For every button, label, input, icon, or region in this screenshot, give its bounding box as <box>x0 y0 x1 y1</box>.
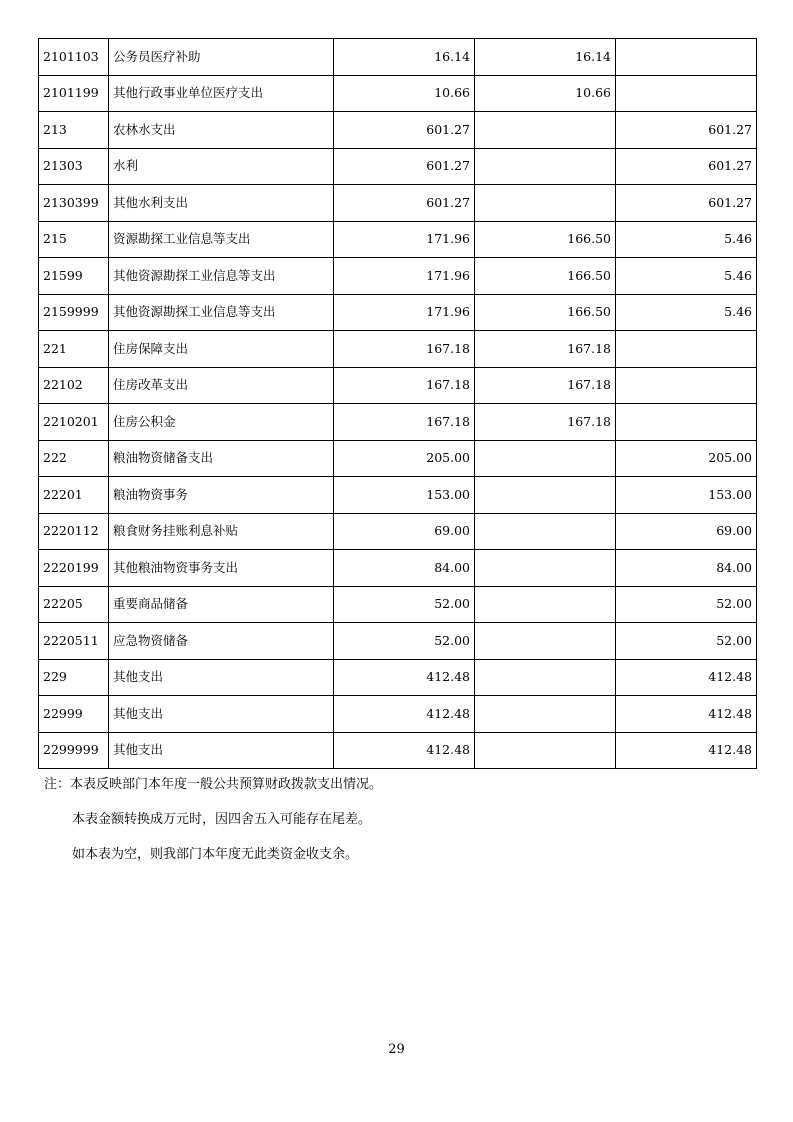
item-name-cell: 粮油物资事务 <box>109 477 334 514</box>
code-cell: 222 <box>39 440 109 477</box>
project-expenditure-cell: 52.00 <box>616 623 757 660</box>
total-amount-cell: 52.00 <box>334 623 475 660</box>
item-name-cell: 重要商品储备 <box>109 586 334 623</box>
item-name-cell: 应急物资储备 <box>109 623 334 660</box>
project-expenditure-cell: 153.00 <box>616 477 757 514</box>
total-amount-cell: 171.96 <box>334 221 475 258</box>
basic-expenditure-cell <box>475 623 616 660</box>
project-expenditure-cell: 5.46 <box>616 221 757 258</box>
basic-expenditure-cell <box>475 586 616 623</box>
table-row <box>39 221 757 258</box>
basic-expenditure-cell <box>475 696 616 733</box>
project-expenditure-cell: 412.48 <box>616 732 757 769</box>
project-expenditure-cell: 5.46 <box>616 258 757 295</box>
project-expenditure-cell: 84.00 <box>616 550 757 587</box>
project-expenditure-cell: 601.27 <box>616 185 757 222</box>
basic-expenditure-cell <box>475 659 616 696</box>
total-amount-cell: 171.96 <box>334 258 475 295</box>
code-cell: 22201 <box>39 477 109 514</box>
code-cell: 22205 <box>39 586 109 623</box>
basic-expenditure-cell <box>475 112 616 149</box>
table-row <box>39 294 757 331</box>
code-cell: 2130399 <box>39 185 109 222</box>
table-row <box>39 148 757 185</box>
table-row <box>39 367 757 404</box>
basic-expenditure-cell: 166.50 <box>475 221 616 258</box>
item-name-cell: 其他行政事业单位医疗支出 <box>109 75 334 112</box>
total-amount-cell: 52.00 <box>334 586 475 623</box>
project-expenditure-cell <box>616 331 757 368</box>
note-line: 注：本表反映部门本年度一般公共预算财政拨款支出情况。 <box>44 777 383 792</box>
code-cell: 21303 <box>39 148 109 185</box>
code-cell: 213 <box>39 112 109 149</box>
code-cell: 2210201 <box>39 404 109 441</box>
item-name-cell: 住房保障支出 <box>109 331 334 368</box>
table-row <box>39 513 757 550</box>
item-name-cell: 资源勘探工业信息等支出 <box>109 221 334 258</box>
table-row <box>39 732 757 769</box>
basic-expenditure-cell <box>475 477 616 514</box>
code-cell: 2220112 <box>39 513 109 550</box>
table-row <box>39 331 757 368</box>
project-expenditure-cell: 412.48 <box>616 659 757 696</box>
table-row <box>39 623 757 660</box>
total-amount-cell: 167.18 <box>334 404 475 441</box>
basic-expenditure-cell: 167.18 <box>475 367 616 404</box>
table-row <box>39 586 757 623</box>
code-cell: 22999 <box>39 696 109 733</box>
item-name-cell: 农林水支出 <box>109 112 334 149</box>
code-cell: 229 <box>39 659 109 696</box>
total-amount-cell: 412.48 <box>334 659 475 696</box>
basic-expenditure-cell: 167.18 <box>475 404 616 441</box>
item-name-cell: 粮食财务挂账利息补贴 <box>109 513 334 550</box>
project-expenditure-cell: 5.46 <box>616 294 757 331</box>
basic-expenditure-cell <box>475 148 616 185</box>
item-name-cell: 住房改革支出 <box>109 367 334 404</box>
code-cell: 22102 <box>39 367 109 404</box>
project-expenditure-cell: 52.00 <box>616 586 757 623</box>
project-expenditure-cell: 601.27 <box>616 112 757 149</box>
basic-expenditure-cell <box>475 185 616 222</box>
total-amount-cell: 16.14 <box>334 39 475 76</box>
table-row <box>39 185 757 222</box>
basic-expenditure-cell <box>475 732 616 769</box>
basic-expenditure-cell: 10.66 <box>475 75 616 112</box>
total-amount-cell: 167.18 <box>334 367 475 404</box>
note-line: 本表金额转换成万元时，因四舍五入可能存在尾差。 <box>72 812 372 827</box>
basic-expenditure-cell <box>475 513 616 550</box>
basic-expenditure-cell: 167.18 <box>475 331 616 368</box>
table-row <box>39 477 757 514</box>
item-name-cell: 其他支出 <box>109 732 334 769</box>
project-expenditure-cell <box>616 39 757 76</box>
item-name-cell: 水利 <box>109 148 334 185</box>
item-name-cell: 其他支出 <box>109 659 334 696</box>
total-amount-cell: 601.27 <box>334 185 475 222</box>
table-row <box>39 440 757 477</box>
project-expenditure-cell: 69.00 <box>616 513 757 550</box>
code-cell: 215 <box>39 221 109 258</box>
table-row <box>39 112 757 149</box>
code-cell: 21599 <box>39 258 109 295</box>
total-amount-cell: 167.18 <box>334 331 475 368</box>
project-expenditure-cell <box>616 367 757 404</box>
note-line: 如本表为空，则我部门本年度无此类资金收支余。 <box>72 847 359 862</box>
table-row <box>39 258 757 295</box>
total-amount-cell: 153.00 <box>334 477 475 514</box>
total-amount-cell: 412.48 <box>334 732 475 769</box>
table-row <box>39 39 757 76</box>
project-expenditure-cell <box>616 75 757 112</box>
project-expenditure-cell: 601.27 <box>616 148 757 185</box>
project-expenditure-cell: 412.48 <box>616 696 757 733</box>
table-row <box>39 404 757 441</box>
item-name-cell: 其他支出 <box>109 696 334 733</box>
item-name-cell: 住房公积金 <box>109 404 334 441</box>
table-row <box>39 659 757 696</box>
item-name-cell: 其他资源勘探工业信息等支出 <box>109 294 334 331</box>
budget-table-container <box>38 38 756 769</box>
table-notes <box>44 778 382 883</box>
total-amount-cell: 84.00 <box>334 550 475 587</box>
code-cell: 2101199 <box>39 75 109 112</box>
item-name-cell: 其他资源勘探工业信息等支出 <box>109 258 334 295</box>
table-row <box>39 75 757 112</box>
item-name-cell: 其他水利支出 <box>109 185 334 222</box>
basic-expenditure-cell <box>475 440 616 477</box>
code-cell: 2159999 <box>39 294 109 331</box>
basic-expenditure-cell: 166.50 <box>475 294 616 331</box>
total-amount-cell: 10.66 <box>334 75 475 112</box>
code-cell: 2101103 <box>39 39 109 76</box>
basic-expenditure-cell: 166.50 <box>475 258 616 295</box>
project-expenditure-cell <box>616 404 757 441</box>
table-body <box>39 39 757 769</box>
basic-expenditure-cell <box>475 550 616 587</box>
table-row <box>39 550 757 587</box>
project-expenditure-cell: 205.00 <box>616 440 757 477</box>
item-name-cell: 公务员医疗补助 <box>109 39 334 76</box>
total-amount-cell: 171.96 <box>334 294 475 331</box>
code-cell: 2220199 <box>39 550 109 587</box>
total-amount-cell: 69.00 <box>334 513 475 550</box>
item-name-cell: 其他粮油物资事务支出 <box>109 550 334 587</box>
code-cell: 2299999 <box>39 732 109 769</box>
total-amount-cell: 601.27 <box>334 148 475 185</box>
item-name-cell: 粮油物资储备支出 <box>109 440 334 477</box>
page-number: 29 <box>388 1042 405 1057</box>
code-cell: 221 <box>39 331 109 368</box>
table-row <box>39 696 757 733</box>
total-amount-cell: 601.27 <box>334 112 475 149</box>
code-cell: 2220511 <box>39 623 109 660</box>
basic-expenditure-cell: 16.14 <box>475 39 616 76</box>
total-amount-cell: 412.48 <box>334 696 475 733</box>
total-amount-cell: 205.00 <box>334 440 475 477</box>
budget-expenditure-table <box>38 38 757 769</box>
